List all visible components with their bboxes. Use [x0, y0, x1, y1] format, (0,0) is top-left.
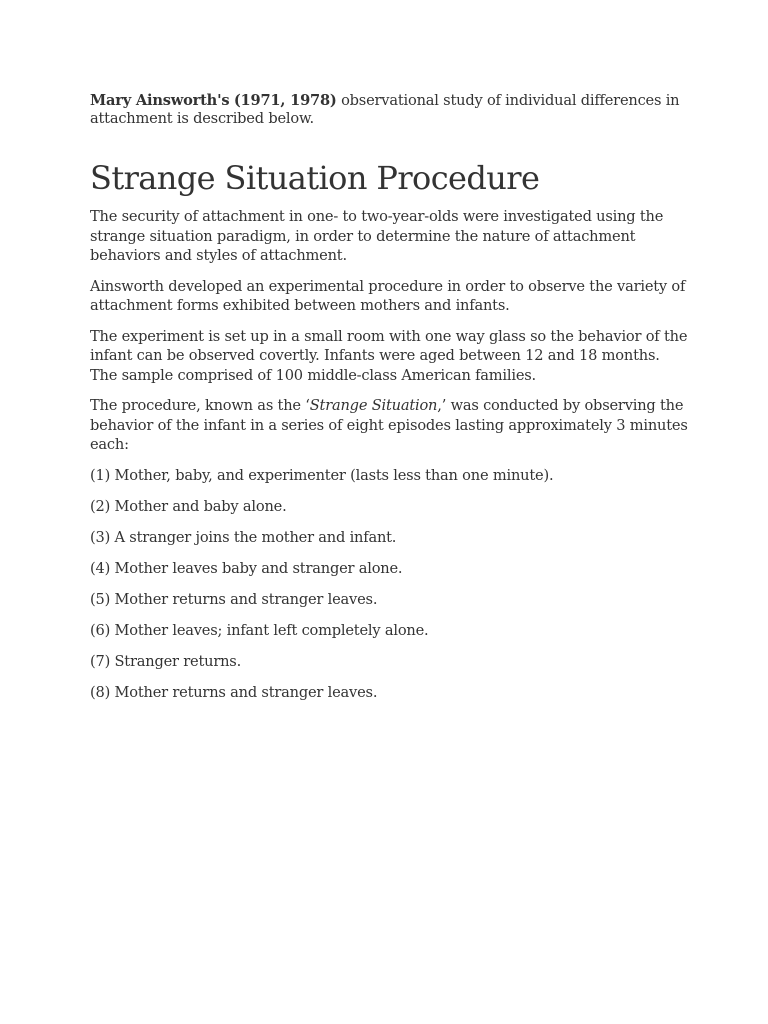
list-item: (1) Mother, baby, and experimenter (lasts less than one minute). [90, 466, 554, 484]
list-item: (8) Mother returns and stranger leaves. [90, 683, 378, 701]
paragraph-security: The security of attachment in one- to two-year-olds were investigated using the strange situation paradigm, in order to determine the nature of attachment behaviors and styles of attachment. [90, 208, 664, 264]
procedure-term: Strange Situation [309, 397, 438, 414]
list-item: (5) Mother returns and stranger leaves. [90, 590, 378, 608]
author-name: Mary Ainsworth's [90, 92, 230, 109]
document-page [90, 92, 690, 714]
intro-paragraph [90, 92, 690, 128]
list-item: (6) Mother leaves; infant left completely alone. [90, 621, 429, 639]
paragraph-procedure [90, 396, 690, 455]
list-item: (7) Stranger returns. [90, 652, 242, 670]
procedure-before: The procedure, known as the ‘ [90, 397, 310, 414]
paragraph-experiment: The experiment is set up in a small room with one way glass so the behavior of the infant can be observed covertly. Infants were aged between 12 and 18 months. The sample comprised of 100 middle-class American families. [90, 327, 688, 384]
section-heading: Strange Situation Procedure [90, 159, 540, 197]
paragraph-ainsworth: Ainsworth developed an experimental procedure in order to observe the variety of attachment forms exhibited between mothers and infants. [90, 277, 686, 314]
procedure-after: ,’ was conducted by observing the behavior of the infant in a series of eight episodes lasting approximately 3 minutes each: [90, 397, 688, 453]
list-item: (3) A stranger joins the mother and infant. [90, 528, 397, 546]
list-item: (2) Mother and baby alone. [90, 497, 287, 515]
intro-text: observational study of individual differences in attachment is described below. [90, 92, 680, 127]
list-item: (4) Mother leaves baby and stranger alone. [90, 559, 403, 577]
study-years: (1971, 1978) [233, 92, 337, 109]
